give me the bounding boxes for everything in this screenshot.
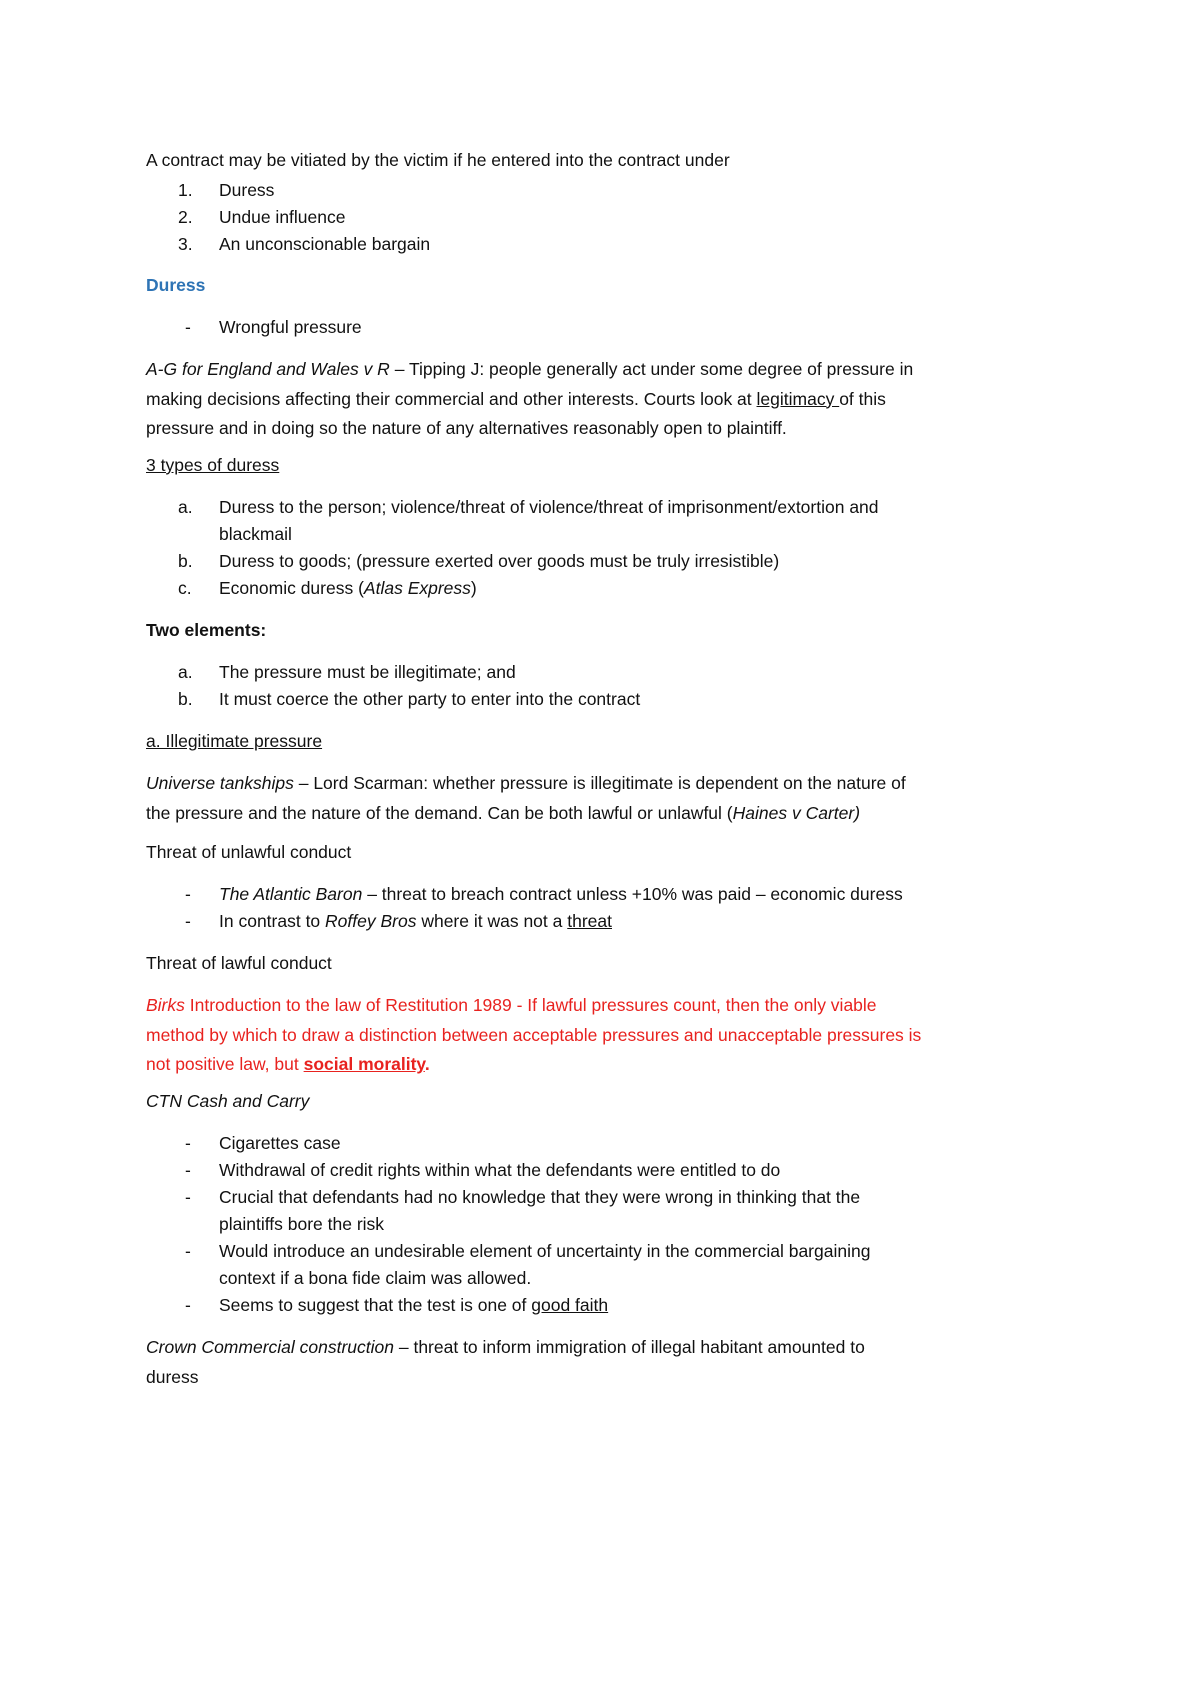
intro-paragraph: A contract may be vitiated by the victim if he entered into the contract under bbox=[146, 150, 730, 170]
case-name: The Atlantic Baron bbox=[219, 884, 363, 904]
duress-heading: Duress bbox=[146, 275, 206, 295]
bullet-item: - The Atlantic Baron – threat to breach contract unless +10% was paid – economic duress bbox=[185, 884, 903, 904]
bullet-item: - Wrongful pressure bbox=[185, 317, 362, 337]
bullet-item-continuation: context if a bona fide claim was allowed. bbox=[219, 1268, 532, 1288]
bullet-item: - Withdrawal of credit rights within what the defendants were entitled to do bbox=[185, 1160, 781, 1180]
bullet-item: - Cigarettes case bbox=[185, 1133, 341, 1153]
case-name: Haines v Carter) bbox=[732, 802, 861, 823]
list-item: a. Duress to the person; violence/threat of violence/threat of imprisonment/extortion and bbox=[178, 497, 879, 517]
case-name: Universe tankships bbox=[146, 773, 294, 793]
case-name: Crown Commercial construction bbox=[146, 1337, 394, 1357]
bullet-item-continuation: plaintiffs bore the risk bbox=[219, 1214, 385, 1234]
case-name: A-G for England and Wales v R bbox=[146, 359, 390, 379]
list-item: a. The pressure must be illegitimate; and bbox=[178, 662, 516, 682]
illegitimate-heading: a. Illegitimate pressure bbox=[146, 731, 323, 751]
bullet-item: - Seems to suggest that the test is one of good faith bbox=[185, 1295, 609, 1315]
author-name: Birks bbox=[146, 995, 185, 1015]
case-name: Roffey Bros bbox=[325, 911, 417, 931]
list-item-continuation: blackmail bbox=[219, 524, 292, 544]
list-item: b. It must coerce the other party to enter into the contract bbox=[178, 689, 641, 709]
list-item: b. Duress to goods; (pressure exerted over goods must be truly irresistible) bbox=[178, 551, 780, 571]
bullet-item: - Crucial that defendants had no knowledge that they were wrong in thinking that the bbox=[185, 1187, 861, 1207]
case-name: Atlas Express bbox=[363, 578, 471, 598]
ctn-heading: CTN Cash and Carry bbox=[146, 1091, 310, 1111]
universe-paragraph: Universe tankships – Lord Scarman: whether pressure is illegitimate is dependent on the nature of the pressure and the nature of the demand. Can be both lawful or unlawful (Haines v Carter) bbox=[146, 773, 906, 823]
unlawful-heading: Threat of unlawful conduct bbox=[146, 842, 352, 862]
ag-case-paragraph: A-G for England and Wales v R – Tipping J: people generally act under some degree of pressure in making decisions affecting their commercial and other interests. Courts look at legitimacy of this pressure and in doing so the nature of any alternatives reasonably open to plaintiff. bbox=[146, 359, 914, 438]
list-item: c. Economic duress (Atlas Express) bbox=[178, 578, 477, 598]
crown-paragraph: Crown Commercial construction – threat to inform immigration of illegal habitant amounted to duress bbox=[146, 1337, 865, 1387]
bullet-item: - Would introduce an undesirable element of uncertainty in the commercial bargaining bbox=[185, 1241, 871, 1261]
list-item: 3. An unconscionable bargain bbox=[178, 234, 431, 254]
lawful-heading: Threat of lawful conduct bbox=[146, 953, 332, 973]
birks-note: Birks Introduction to the law of Restitution 1989 - If lawful pressures count, then the only viable method by which to draw a distinction between acceptable pressures and unacceptable pressures is not positive law, but social morality. bbox=[146, 995, 922, 1074]
list-item: 1. Duress bbox=[178, 180, 275, 200]
list-item: 2. Undue influence bbox=[178, 207, 346, 227]
elements-heading: Two elements: bbox=[146, 620, 267, 640]
bullet-item: - In contrast to Roffey Bros where it was not a threat bbox=[185, 911, 612, 931]
types-heading: 3 types of duress bbox=[146, 455, 280, 475]
